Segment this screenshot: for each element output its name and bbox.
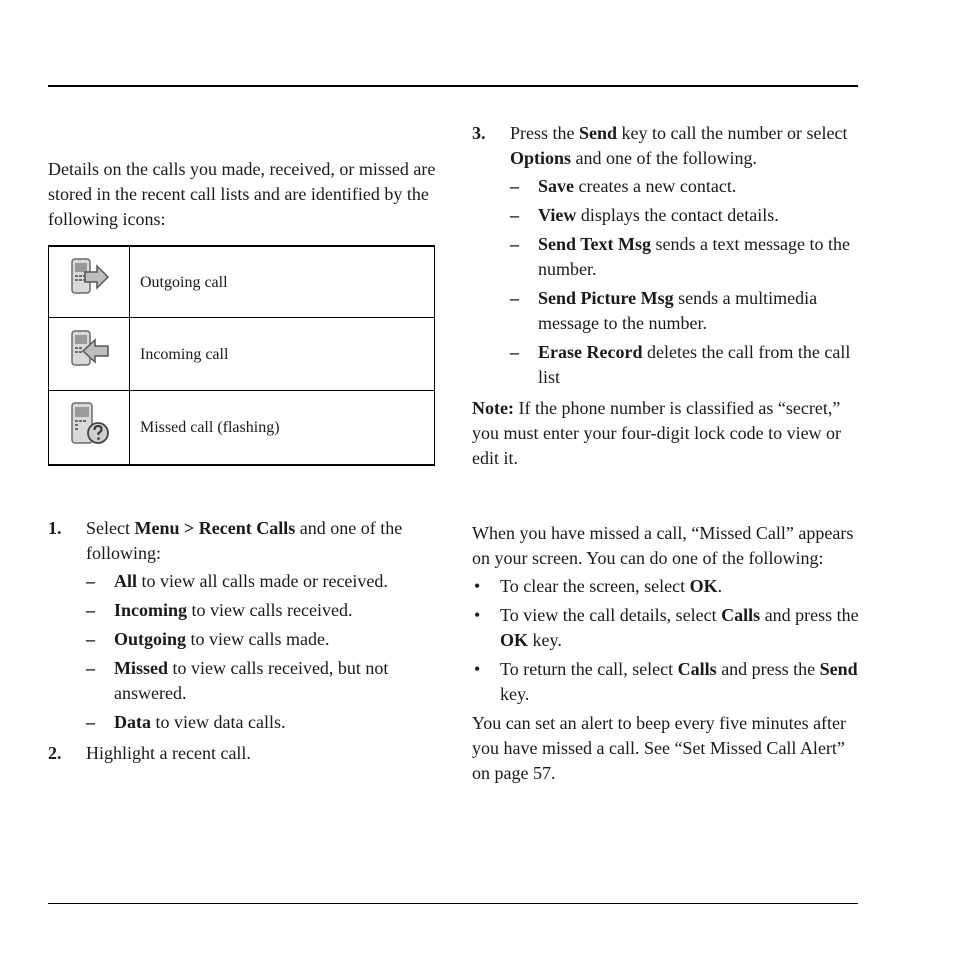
- steps-list-continued: [472, 121, 862, 390]
- sub-list: [510, 174, 862, 390]
- missed-call-icon: [67, 400, 111, 448]
- bullet-text: key.: [528, 630, 562, 650]
- table-row: [49, 391, 435, 466]
- note-paragraph: [472, 396, 862, 471]
- step-number: 3.: [472, 123, 486, 143]
- step-1: [48, 516, 438, 735]
- key-name: Send: [579, 123, 618, 143]
- list-item: [472, 657, 862, 707]
- option-desc: to view calls made.: [186, 629, 330, 649]
- step-text: and one of the following.: [571, 148, 757, 168]
- list-item: [86, 569, 438, 594]
- dash: –: [510, 288, 519, 308]
- option-desc: to view calls received, but not answered.: [114, 658, 389, 703]
- bullet-text: key.: [500, 684, 530, 704]
- step-2: [48, 741, 438, 766]
- missed-alert-paragraph: You can set an alert to beep every five minutes after you have missed a call. See “Set Missed Call Alert” on page 57.: [472, 713, 847, 783]
- bullet-text: and press the: [716, 659, 820, 679]
- step-text: key to call the number or select: [617, 123, 848, 143]
- step-3: [472, 121, 862, 390]
- list-item: [510, 340, 862, 390]
- bullet: •: [474, 605, 481, 625]
- list-item: [472, 603, 862, 653]
- call-icons-table: [48, 245, 435, 466]
- option-name: Incoming: [114, 600, 188, 620]
- missed-call-label: Missed call (flashing): [130, 391, 435, 466]
- bottom-rule: [48, 903, 858, 904]
- dash: –: [510, 342, 519, 362]
- key-name: OK: [689, 576, 718, 596]
- incoming-call-label: Incoming call: [130, 318, 435, 391]
- list-item: [510, 286, 862, 336]
- bullet-text: To view the call details, select: [500, 605, 722, 625]
- icon-cell: [49, 391, 130, 466]
- menu-path: Menu > Recent Calls: [134, 518, 296, 538]
- list-item: [510, 232, 862, 282]
- dash: –: [86, 571, 95, 591]
- bullet-text: .: [717, 576, 723, 596]
- dash: –: [510, 176, 519, 196]
- step-number: 1.: [48, 518, 62, 538]
- missed-call-intro: When you have missed a call, “Missed Call” appears on your screen. You can do one of the following:: [472, 523, 854, 568]
- option-desc: to view calls received.: [187, 600, 353, 620]
- option-name: All: [114, 571, 138, 591]
- bullet-text: To clear the screen, select: [500, 576, 690, 596]
- icon-cell: [49, 318, 130, 391]
- option-name: Send Text Msg: [538, 234, 652, 254]
- outgoing-call-label: Outgoing call: [130, 246, 435, 318]
- bullet-list: [472, 574, 862, 707]
- list-item: [510, 174, 862, 199]
- key-name: Calls: [721, 605, 761, 625]
- incoming-call-icon: [67, 328, 111, 372]
- step-text: Press the: [510, 123, 579, 143]
- option-name: View: [538, 205, 577, 225]
- option-name: Save: [538, 176, 574, 196]
- option-desc: sends a text message to the number.: [538, 234, 850, 279]
- list-item: [86, 598, 438, 623]
- option-desc: to view data calls.: [151, 712, 286, 732]
- list-item: [86, 656, 438, 706]
- bullet: •: [474, 659, 481, 679]
- key-name: Options: [510, 148, 572, 168]
- key-name: Send: [819, 659, 858, 679]
- option-desc: displays the contact details.: [576, 205, 779, 225]
- option-desc: sends a multimedia message to the number.: [538, 288, 818, 333]
- option-name: Data: [114, 712, 151, 732]
- table-row: [49, 318, 435, 391]
- step-number: 2.: [48, 743, 62, 763]
- step-text: Select: [86, 518, 135, 538]
- option-name: Erase Record: [538, 342, 643, 362]
- step-text: Highlight a recent call.: [86, 743, 251, 763]
- list-item: [472, 574, 862, 599]
- top-rule: [48, 85, 858, 87]
- dash: –: [86, 658, 95, 678]
- bullet-text: and press the: [760, 605, 859, 625]
- bullet-text: To return the call, select: [500, 659, 678, 679]
- option-desc: to view all calls made or received.: [137, 571, 388, 591]
- option-desc: creates a new contact.: [574, 176, 737, 196]
- option-name: Send Picture Msg: [538, 288, 674, 308]
- table-row: [49, 246, 435, 318]
- note-text: If the phone number is classified as “secret,” you must enter your four-digit lock code to view or edit it.: [472, 398, 842, 468]
- dash: –: [510, 234, 519, 254]
- dash: –: [86, 629, 95, 649]
- sub-list: [86, 569, 438, 735]
- icon-cell: [49, 246, 130, 318]
- steps-list: [48, 516, 438, 766]
- dash: –: [510, 205, 519, 225]
- list-item: [86, 710, 438, 735]
- left-column: [48, 157, 438, 772]
- intro-paragraph: Details on the calls you made, received, or missed are stored in the recent call lists and are identified by the following icons:: [48, 159, 436, 229]
- key-name: Calls: [677, 659, 717, 679]
- dash: –: [86, 712, 95, 732]
- list-item: [510, 203, 862, 228]
- note-label: Note:: [472, 398, 514, 418]
- key-name: OK: [500, 630, 529, 650]
- bullet: •: [474, 576, 481, 596]
- option-desc: deletes the call from the call list: [538, 342, 851, 387]
- outgoing-call-icon: [67, 256, 111, 300]
- step-text: and one of the following:: [86, 518, 403, 563]
- right-column: [472, 121, 862, 786]
- option-name: Missed: [114, 658, 168, 678]
- dash: –: [86, 600, 95, 620]
- list-item: [86, 627, 438, 652]
- option-name: Outgoing: [114, 629, 187, 649]
